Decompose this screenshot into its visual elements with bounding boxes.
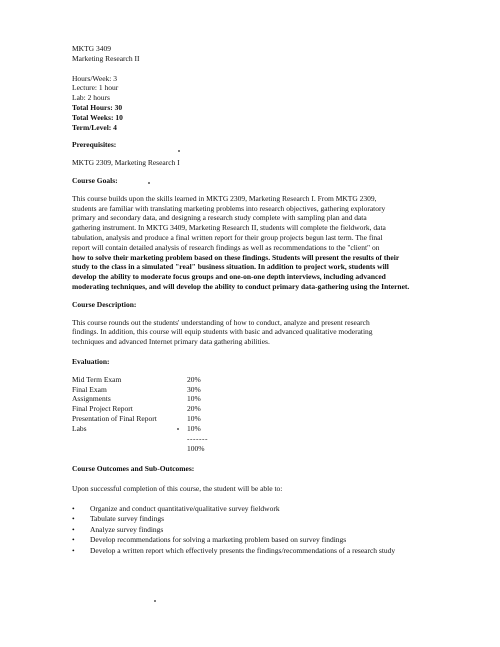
goals-line: This course builds upon the skills learned in MKTG 2309, Marketing Research I. From MKTG 2309,	[72, 193, 377, 203]
scan-speck	[178, 150, 180, 152]
table-row	[72, 434, 227, 444]
evaluation-heading: Evaluation:	[72, 356, 110, 366]
evaluation-item: Assignments	[72, 394, 111, 404]
bullet-icon: •	[72, 503, 75, 513]
table-row	[72, 424, 227, 434]
list-item	[72, 535, 440, 546]
bullet-icon: •	[72, 546, 75, 556]
outcome-text: Develop a written report which effectively presents the findings/recommendations of a research study	[90, 546, 396, 556]
hours-line: Term/Level: 4	[72, 122, 117, 132]
goals-line: tabulation, analysis and produce a final written report for their group projects begun last term. The final	[72, 232, 383, 242]
goals-line: how to solve their marketing problem based on these findings. Students will present the results of their	[72, 252, 400, 262]
outcome-text: Develop recommendations for solving a marketing problem based on survey findings	[90, 535, 347, 545]
evaluation-weight: 10%	[187, 394, 201, 404]
evaluation-item: Final Exam	[72, 384, 107, 394]
outcome-text: Tabulate survey findings	[90, 514, 165, 524]
hours-line: Hours/Week: 3	[72, 73, 118, 83]
hours-line: Lecture: 1 hour	[72, 83, 119, 93]
list-item	[72, 525, 440, 536]
bullet-icon: •	[72, 524, 75, 534]
goals-line: report will contain detailed analysis of research findings as well as recommendations to the "client" on	[72, 242, 380, 252]
list-item	[72, 504, 440, 515]
hours-line: Lab: 2 hours	[72, 93, 110, 103]
table-row	[72, 443, 227, 454]
scan-speck	[148, 182, 150, 184]
table-row	[72, 404, 227, 414]
description-line: findings. In addition, this course will equip students with basic and advanced qualitative moderating	[72, 327, 373, 337]
table-row	[72, 414, 227, 424]
bullet-icon: •	[72, 514, 75, 524]
list-item	[72, 546, 440, 557]
goals-line: gathering instrument. In MKTG 3409, Marketing Research II, students will complete the fieldwork, data	[72, 223, 386, 233]
table-row	[72, 375, 227, 385]
bullet-icon: •	[72, 535, 75, 545]
goals-line: study to the class in a simulated "real" business situation. In addition to project work, students will	[72, 262, 389, 272]
description-line: techniques and advanced Internet primary data gathering abilities.	[72, 337, 270, 347]
course-code: MKTG 3409	[72, 44, 111, 53]
list-item	[72, 514, 440, 525]
prerequisites-heading: Prerequisites:	[72, 140, 117, 150]
hours-line: Total Weeks: 10	[72, 112, 123, 122]
outcome-text: Organize and conduct quantitative/qualitative survey fieldwork	[90, 503, 280, 513]
evaluation-item: Mid Term Exam	[72, 374, 122, 384]
goals-heading: Course Goals:	[72, 175, 118, 185]
course-title: Marketing Research II	[72, 53, 140, 63]
outcome-text: Analyze survey findings	[90, 524, 164, 534]
goals-line: develop the ability to moderate focus groups and one-on-one depth interviews, including advanced	[72, 272, 386, 282]
table-row	[72, 385, 227, 395]
scan-speck	[154, 600, 156, 602]
hours-line: Total Hours: 30	[72, 102, 123, 112]
goals-paragraph	[72, 194, 420, 292]
prerequisites-text: MKTG 2309, Marketing Research I	[72, 158, 180, 168]
goals-line: students are familiar with translating marketing problems into research objectives, gathering exploratory	[72, 203, 386, 213]
description-line: This course rounds out the students' understanding of how to conduct, analyze and present research	[72, 317, 370, 327]
evaluation-weight: 20%	[187, 374, 201, 384]
outcomes-heading: Course Outcomes and Sub-Outcomes:	[72, 464, 195, 474]
table-row	[72, 394, 227, 404]
outcomes-list	[72, 504, 440, 557]
goals-line: primary and secondary data, and designing a research study complete with sampling plan and data	[72, 213, 367, 223]
evaluation-weight: 20%	[187, 404, 201, 414]
hours-block	[72, 74, 440, 133]
outcomes-intro: Upon successful completion of this course, the student will be able to:	[72, 483, 283, 493]
evaluation-item: Labs	[72, 423, 87, 433]
description-heading: Course Description:	[72, 299, 137, 309]
goals-line: moderating techniques, and will develop the ability to conduct primary data-gathering using the Internet.	[72, 281, 410, 291]
document-body	[72, 44, 440, 557]
evaluation-weight: 30%	[187, 384, 201, 394]
evaluation-item: Presentation of Final Report	[72, 413, 157, 423]
evaluation-weight: 10%	[187, 413, 201, 423]
evaluation-separator: -------	[187, 433, 208, 443]
scan-speck	[177, 428, 179, 430]
evaluation-total: 100%	[187, 444, 205, 454]
evaluation-weight: 10%	[187, 423, 201, 433]
description-paragraph	[72, 318, 420, 347]
evaluation-table	[72, 375, 227, 454]
evaluation-item: Final Project Report	[72, 404, 133, 414]
